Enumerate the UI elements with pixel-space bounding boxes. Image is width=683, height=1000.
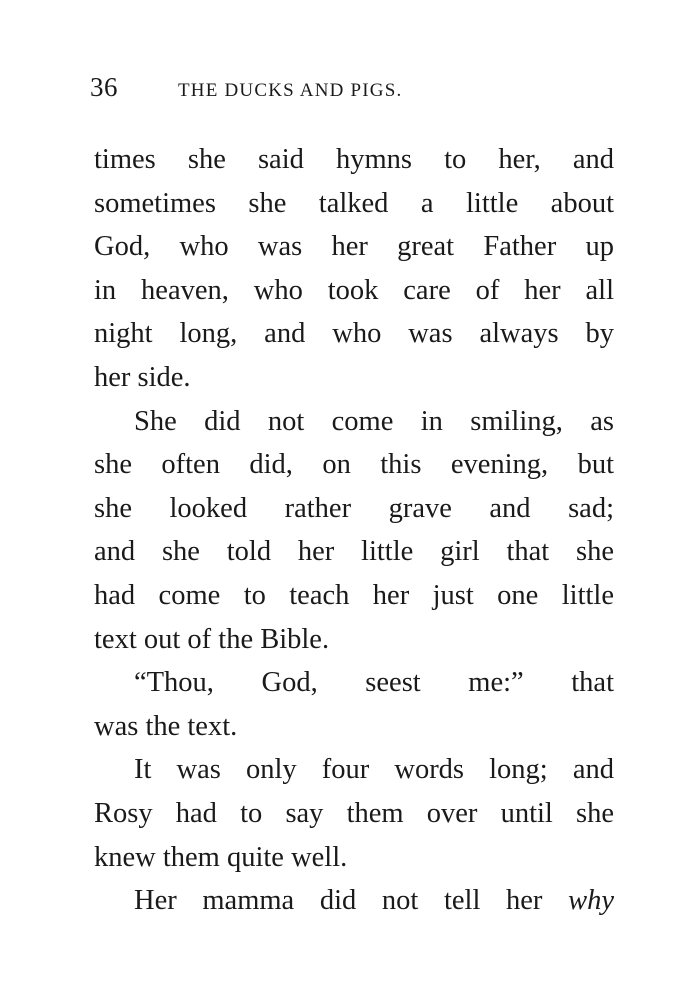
page-number: 36 [90, 72, 118, 102]
paragraph-5 [94, 879, 614, 923]
text-line: text out of the Bible. [94, 623, 330, 655]
italic-word: why [568, 885, 614, 917]
text-line-indented [94, 879, 614, 923]
body-text [94, 138, 614, 923]
text-line: Rosy had to say them over until she [94, 797, 614, 829]
text-line: her side. [94, 361, 191, 393]
text-line: she often did, on this evening, but [94, 449, 614, 481]
text-line-content: She did not come in smiling, as [134, 405, 614, 437]
running-head: THE DUCKS AND PIGS. [178, 80, 403, 101]
text-line-indented [94, 661, 614, 705]
text-line: she looked rather grave and sad; [94, 492, 614, 524]
text-line: God, who was her great Father up [94, 231, 614, 263]
text-line: times she said hymns to her, and [94, 144, 614, 175]
text-line: and she told her little girl that she [94, 536, 614, 568]
paragraph-3 [94, 661, 614, 748]
text-line-indented [94, 400, 614, 444]
text-line: in heaven, who took care of her all [94, 274, 614, 306]
text-line: was the text. [94, 710, 238, 742]
text-line-content: “Thou, God, seest me:” that [134, 667, 614, 699]
paragraph-1 [94, 138, 614, 400]
text-line: had come to teach her just one little [94, 579, 614, 611]
paragraph-2 [94, 400, 614, 662]
text-line-content: Her mamma did not tell her [134, 885, 569, 917]
text-line: night long, and who was always by [94, 318, 614, 350]
text-line-indented [94, 748, 614, 792]
text-line-content: It was only four words long; and [134, 754, 614, 786]
text-line: sometimes she talked a little about [94, 187, 614, 219]
page-header [90, 72, 610, 106]
text-line: knew them quite well. [94, 841, 348, 873]
paragraph-4 [94, 748, 614, 879]
